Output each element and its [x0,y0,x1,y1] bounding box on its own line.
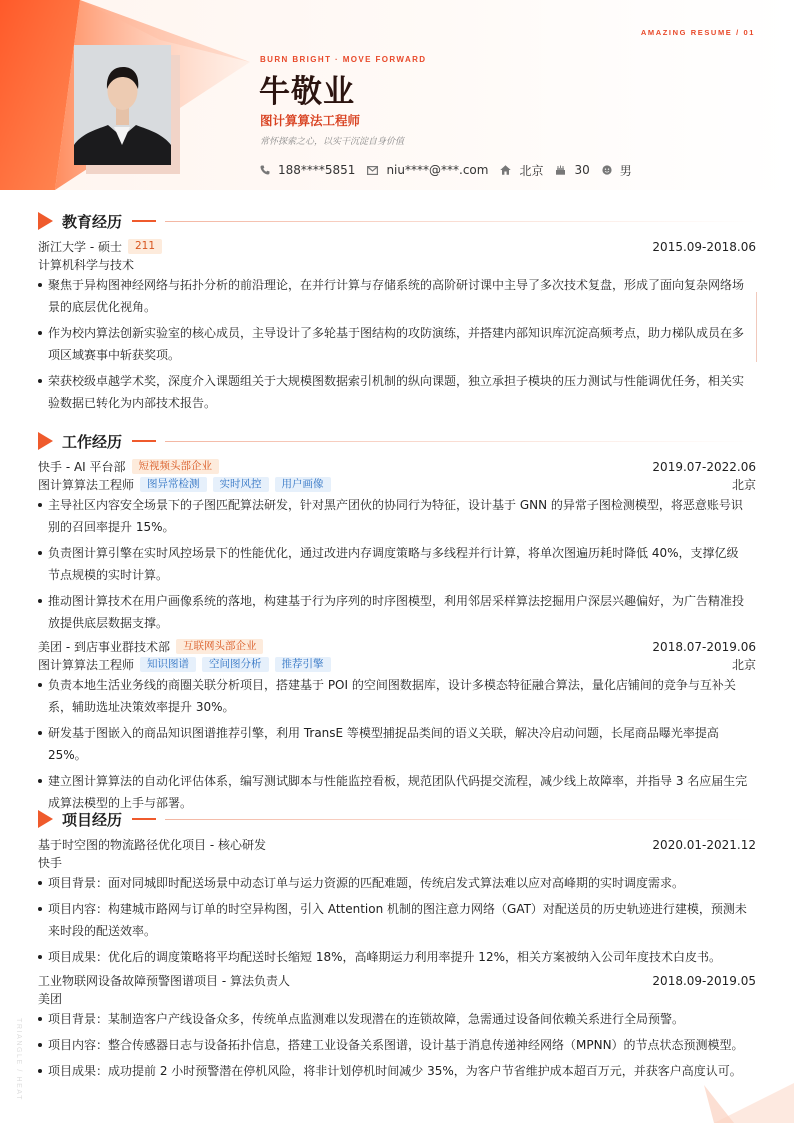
triangle-icon [38,212,53,230]
company-badge: 互联网头部企业 [176,639,264,654]
project-row [38,972,756,989]
list-item: 项目成果：优化后的调度策略将平均配送时长缩短 18%，高峰期运力利用率提升 12%，相关方案被纳入公司年度技术白皮书。 [38,946,750,968]
project-name: 基于时空图的物流路径优化项目 - 核心研发 [38,838,266,852]
contact-location [500,162,543,179]
project-bullets [38,1008,750,1086]
motto: 常怀探索之心，以实干沉淀自身价值 [260,137,405,147]
job-bullets [38,674,750,818]
avatar-portrait-icon [74,45,171,165]
job-position-row [38,656,756,673]
project-row [38,836,756,853]
triangle-icon [38,432,53,450]
list-item: 主导社区内容安全场景下的子图匹配算法研发，针对黑产团伙的协同行为特征，设计基于 GNN 的异常子图检测模型，将恶意账号识别的召回率提升 15%。 [38,494,750,538]
list-item: 项目成果：成功提前 2 小时预警潜在停机风险，将非计划停机时间减少 35%，为客户节省维护成本超百万元，并获客户高度认可。 [38,1060,750,1082]
project-period: 2018.09-2019.05 [652,973,756,988]
mail-icon [367,166,378,175]
cake-icon [555,165,566,175]
list-item: 荣获校级卓越学术奖，深度介入课题组关于大规模图数据索引机制的纵向课题，独立承担子模块的压力测试与性能调优任务，相关实验数据已转化为内部技术报告。 [38,370,750,414]
section-title: 项目经历 [62,810,123,829]
section-work-header [38,431,756,451]
skill-tag: 用户画像 [275,477,331,492]
contact-gender-text: 男 [619,163,632,178]
education-major-row [38,256,756,273]
slogan: BURN BRIGHT · MOVE FORWARD [260,55,427,64]
job-position-row [38,476,756,493]
project-org: 快手 [38,856,63,870]
project-org-row [38,990,756,1007]
triangle-icon [38,810,53,828]
list-item: 负责图计算引擎在实时风控场景下的性能优化，通过改进内存调度策略与多线程并行计算，将单次图遍历耗时降低 40%，支撑亿级节点规模的实时计算。 [38,542,750,586]
job-role: 图计算算法工程师 [260,113,361,128]
job-row [38,458,756,475]
education-period: 2015.09-2018.06 [652,239,756,254]
person-icon [602,165,612,175]
contact-gender [602,162,632,179]
list-item: 聚焦于异构图神经网络与拓扑分析的前沿理论，在并行计算与存储系统的高阶研讨课中主导了多次技术复盘，形成了面向复杂网络场景的底层优化视角。 [38,274,750,318]
job-position: 图计算算法工程师 [38,478,135,492]
job-period: 2019.07-2022.06 [652,459,756,474]
job-bullets [38,494,750,638]
job-location: 北京 [731,658,756,672]
job-row [38,638,756,655]
project-org-row [38,854,756,871]
section-dash [132,440,156,442]
contact-location-text: 北京 [519,163,544,178]
skill-tag: 知识图谱 [140,657,196,672]
school-name: 浙江大学 - 硕士 [38,240,122,254]
contact-email-text: niu****@***.com [386,163,489,177]
side-accent-line [756,292,757,362]
company-name: 快手 - AI 平台部 [38,460,126,474]
contact-bar [260,161,644,179]
major: 计算机科学与技术 [38,258,135,272]
avatar [74,45,171,165]
section-rule [165,819,756,820]
section-education-header [38,211,756,231]
section-rule [165,441,756,442]
home-icon [500,165,511,175]
company-name: 美团 - 到店事业群技术部 [38,640,170,654]
section-title: 工作经历 [62,432,123,451]
skill-tag: 实时风控 [213,477,269,492]
skill-tag: 图异常检测 [140,477,207,492]
section-dash [132,818,156,820]
job-position: 图计算算法工程师 [38,658,135,672]
contact-phone-text: 188****5851 [278,163,356,177]
top-tagline: AMAZING RESUME / 01 [640,28,755,37]
list-item: 项目内容：整合传感器日志与设备拓扑信息，搭建工业设备关系图谱，设计基于消息传递神经网络（MPNN）的节点状态预测模型。 [38,1034,750,1056]
contact-age [555,163,589,177]
list-item: 项目内容：构建城市路网与订单的时空异构图，引入 Attention 机制的图注意力网络（GAT）对配送员的历史轨迹进行建模，预测未来时段的配送效率。 [38,898,750,942]
skill-tag: 推荐引擎 [275,657,331,672]
section-rule [165,221,756,222]
list-item: 作为校内算法创新实验室的核心成员，主导设计了多轮基于图结构的攻防演练，并搭建内部知识库沉淀高频考点，助力梯队成员在多项区域赛事中斩获奖项。 [38,322,750,366]
project-org: 美团 [38,992,63,1006]
side-watermark: TRIANGLE / HEAT [15,1018,22,1101]
list-item: 项目背景：面对同城即时配送场景中动态订单与运力资源的匹配难题，传统启发式算法难以应对高峰期的实时调度需求。 [38,872,750,894]
list-item: 负责本地生活业务线的商圈关联分析项目，搭建基于 POI 的空间图数据库，设计多模态特征融合算法，量化店铺间的竞争与互补关系，辅助选址决策效率提升 30%。 [38,674,750,718]
school-badge: 211 [128,239,162,254]
education-bullets [38,274,750,418]
contact-email[interactable] [367,163,488,177]
project-name: 工业物联网设备故障预警图谱项目 - 算法负责人 [38,974,290,988]
company-badge: 短视频头部企业 [132,459,220,474]
list-item: 推动图计算技术在用户画像系统的落地，构建基于行为序列的时序图模型，利用邻居采样算法挖掘用户深层兴趣偏好，为广告精准投放提供底层数据支撑。 [38,590,750,634]
list-item: 研发基于图嵌入的商品知识图谱推荐引擎，利用 TransE 等模型捕捉品类间的语义关联，解决冷启动问题，长尾商品曝光率提高 25%。 [38,722,750,766]
phone-icon [260,165,270,175]
section-projects-header [38,809,756,829]
list-item: 项目背景：某制造客户产线设备众多，传统单点监测难以发现潜在的连锁故障，急需通过设备间依赖关系进行全局预警。 [38,1008,750,1030]
job-period: 2018.07-2019.06 [652,639,756,654]
job-location: 北京 [731,478,756,492]
contact-phone[interactable] [260,163,355,177]
project-bullets [38,872,750,972]
list-item: 建立图计算算法的自动化评估体系，编写测试脚本与性能监控看板，规范团队代码提交流程，减少线上故障率，并指导 3 名应届生完成算法模型的上手与部署。 [38,770,750,814]
candidate-name: 牛敬业 [259,74,355,110]
project-period: 2020.01-2021.12 [652,837,756,852]
contact-age-text: 30 [574,163,590,177]
section-title: 教育经历 [62,212,123,231]
section-dash [132,220,156,222]
skill-tag: 空间图分析 [202,657,269,672]
corner-decoration [704,1073,794,1123]
education-row [38,238,756,255]
